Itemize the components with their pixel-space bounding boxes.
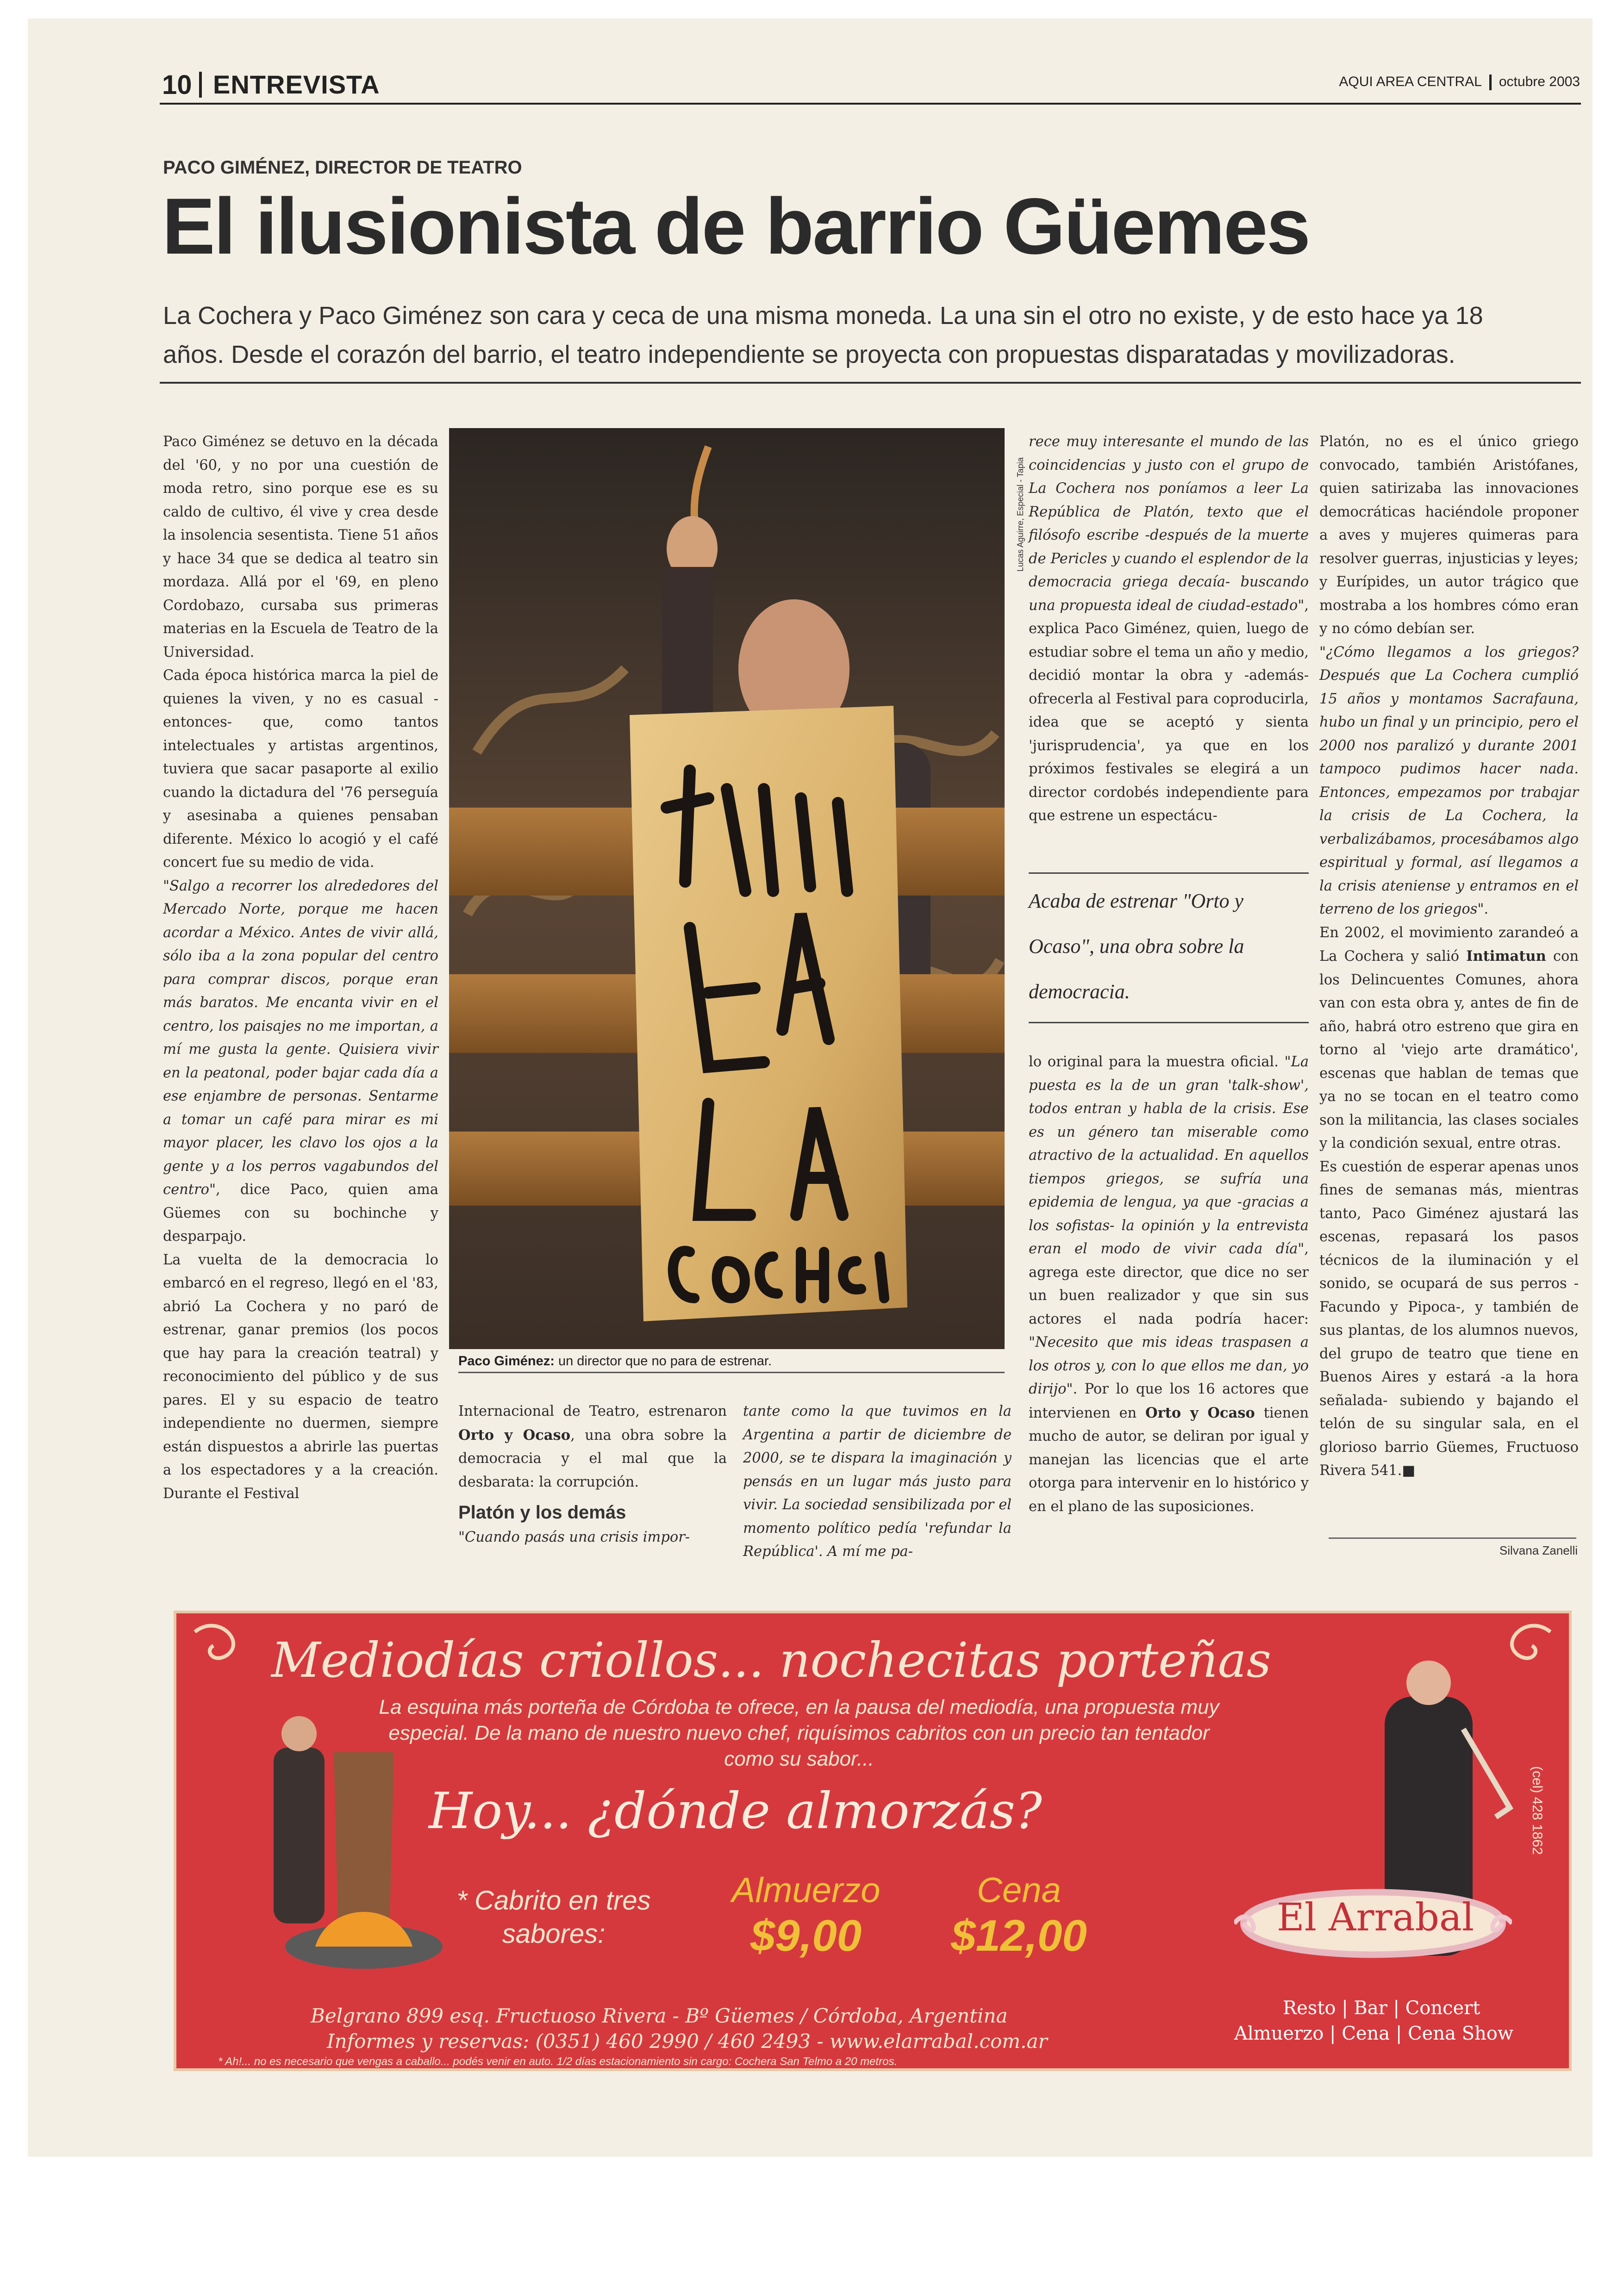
quote: "Salgo a recorrer los alrededores del Mercado Norte, porque me hacen acordar a México. Antes de vivir allá, sólo iba a la zona popular del centro para comprar discos, porque eran más baratos. Me encanta vivir en el centro, los paisajes no me importan, a mí me gusta la gente. Quisiera vivir en la peatonal, poder bajar cada día a ese enjambre de personas. Sentarme a tomar un café para mirar es mi mayor placer, les clavo los ojos a la gente y a los perros vagabundos del centro" <box>163 877 438 1198</box>
dinner-price: $12,00 <box>951 1911 1087 1960</box>
brand-name: El Arrabal <box>1276 1896 1474 1940</box>
caption-name: Paco Giménez: <box>458 1354 555 1369</box>
lunch-offer <box>686 1870 926 1961</box>
paragraph <box>163 875 438 1249</box>
quote: tante como la que tuvimos en la Argentina a partir de diciembre de 2000, se te dispara la imaginación y pensás en un lugar más justo para vivir. La sociedad sensibilizada por el momento político pedía 'refundar la República'. A mí me pa- <box>743 1403 1012 1560</box>
article-column-1 <box>163 430 438 1506</box>
company-name: Intimatun <box>1466 948 1546 964</box>
paragraph: Cada época histórica marca la piel de quienes la viven, y no es casual -entonces- que, como tantos intelectuales y artistas argentinos, tuviera que sacar pasaporte al exilio cuando la dictadura del '76 perseguía y asesinaba a quienes pensaban diferente. México lo acogió y el café concert fue su medio de vida. <box>163 667 438 871</box>
text: tienen mucho de autor, se deliran por igual y manejan las licencias que el arte otorga para intervenir en lo histórico y en el plano de las suposiciones. <box>1029 1405 1309 1515</box>
text: , dice Paco, quien ama Güemes con su bochinche y desparpajo. <box>163 1182 438 1244</box>
photo-illustration <box>449 428 1005 1349</box>
headline: El ilusionista de barrio Güemes <box>162 182 1310 271</box>
article-column-3 <box>1029 430 1309 828</box>
text: , explica Paco Giménez, quien, luego de estudiar sobre el tema un año y medio, decidió montar la obra y -además- ofrecerla al Festival para coproducirla, idea que se aceptó y sienta 'jurisprudencia', ya que en los próximos festivales se elegirá a un director cordobés independiente para que estrene un espectácu- <box>1029 597 1309 824</box>
paragraph <box>1319 921 1579 1156</box>
publication-name: AQUI AREA CENTRAL <box>1339 74 1482 89</box>
text: , una obra sobre la democracia y el mal que la desbarata: la corrupción. <box>458 1427 727 1490</box>
text: Es cuestión de esperar apenas unos fines de semanas más, mientras tanto, Paco Giménez ajustará las escenas, repasará los pasos técnicos de la iluminación y el sonido, se ocupará de sus perros -Facundo y Pipoca-, y también de sus plantas, de los alumnos nuevos, del grupo de teatro que tiene en Buenos Aires y estará -a la hora señalada- subiendo y bajando el telón de su singular sala, en el glorioso barrio Güemes, Fructuoso Rivera 541. <box>1319 1158 1579 1479</box>
text: lo original para la muestra oficial. <box>1029 1054 1279 1070</box>
section-title: ENTREVISTA <box>213 70 380 99</box>
lunch-label: Almuerzo <box>731 1871 881 1910</box>
paragraph: Platón, no es el único griego convocado, también Aristófanes, quien satirizaba las innovaciones democráticas haciéndole proponer a aves y mujeres quimeras para resolver guerras, injusticias y leyes; y Eurípides, un autor trágico que mostraba a los hombres cómo eran y no cómo debían ser. <box>1319 434 1579 637</box>
ad-contact: Informes y reservas: (0351) 460 2990 / 460 2493 - www.elarrabal.com.ar <box>327 2030 1048 2053</box>
header-rule <box>160 103 1581 105</box>
quote: "Cuando pasás una crisis impor- <box>458 1529 690 1545</box>
paragraph: Paco Giménez se detuvo en la década del '60, y no por una cuestión de moda retro, sino porque ese es su caldo de cultivo, él vive y crea desde la insolencia sesentista. Tiene 51 años y hace 34 que se dedica al teatro sin mordaza. Allá por el '69, en pleno Cordobazo, cursaba sus primeras materias en la Escuela de Teatro de la Universidad. <box>163 434 438 660</box>
photo-credit <box>1013 430 1027 574</box>
ad-body: La esquina más porteña de Córdoba te ofrece, en la pausa del mediodía, una propuesta muy especial. De la mano de nuestro nuevo chef, riquísimos cabritos con un precio tan tentador como su sabor... <box>379 1696 1219 1770</box>
ad-phone-text: (cel) 428 1862 <box>1530 1766 1545 1855</box>
ad-services: Resto | Bar | Concert <box>1283 1997 1480 2019</box>
photo-caption <box>458 1354 1005 1373</box>
text: . Por lo que los 16 actores que intervienen en <box>1029 1381 1309 1421</box>
dinner-label: Cena <box>977 1871 1061 1910</box>
ad-address: Belgrano 899 esq. Fructuoso Rivera - Bº Güemes / Córdoba, Argentina <box>311 2004 1008 2027</box>
paragraph: La vuelta de la democracia lo embarcó en el regreso, llegó en el '83, abrió La Cochera y no paró de estrenar, ganar premios (los pocos que hay para la creación teatral) y reconocimiento del público y de sus pares. El y su espacio de teatro independiente no duermen, siempre están dispuestos a abrirle las puertas a los espectadores y a la creación. Durante el Festival <box>163 1251 438 1502</box>
author-signature: Silvana Zanelli <box>1499 1543 1578 1557</box>
article-column-3b <box>1029 1051 1309 1518</box>
photo-credit-text: Lucas Aguirre, Especial - Tapia <box>1016 457 1025 572</box>
pull-quote <box>1029 872 1309 1023</box>
play-title: Orto y Ocaso <box>458 1426 571 1444</box>
play-title: Orto y Ocaso <box>1145 1404 1255 1421</box>
ad-phone <box>1528 1752 1551 1947</box>
dinner-offer <box>936 1870 1102 1961</box>
paragraph <box>458 1400 727 1494</box>
quote: rece muy interesante el mundo de las coincidencias y justo con el grupo de La Cochera nos poníamos a leer La República de Platón, texto que el filósofo escribe -después de la muerte de Pericles y cuando el esplendor de la democracia griega decaía- buscando una propuesta ideal de ciudad-estado" <box>1029 434 1309 614</box>
article-column-2b <box>743 1400 1012 1564</box>
page-number: 10 <box>162 70 192 100</box>
subheading: Platón y los demás <box>458 1502 626 1523</box>
pull-quote-text: Acaba de estrenar "Orto y Ocaso", una obra sobre la democracia. <box>1029 890 1244 1003</box>
text: En 2002, el movimiento zarandeó a La Cochera y salió <box>1319 924 1579 964</box>
ad-title: Mediodías criollos... nochecitas porteñas <box>271 1632 1272 1688</box>
quote: "La puesta es la de un gran 'talk-show', todos entran y habla de la crisis. Ese es un género tan miserable como atractivo de la actualidad. En aquellos tiempos griegos, se sufría una epidemia de lengua, ya que -gracias a los sofistas- la opinión y la entrevista eran el modo de vivir cada día" <box>1029 1054 1309 1257</box>
caption-text: un director que no para de estrenar. <box>554 1354 772 1369</box>
article-column-2 <box>458 1400 727 1549</box>
lead-rule <box>160 382 1581 384</box>
text: con los Delincuentes Comunes, ahora van con esta obra y, antes de fin de año, habrá otro estreno que gira en torno al 'viejo arte dramático', escenas que hablan de temas que ya no se tocan en el teatro como son la militancia, las clases sociales y la condición sexual, entre otras. <box>1319 948 1579 1151</box>
ad-meals: Almuerzo | Cena | Cena Show <box>1234 2023 1514 2044</box>
text: Internacional de Teatro, estrenaron <box>458 1403 727 1419</box>
lunch-price: $9,00 <box>750 1911 862 1960</box>
ad-offer: * Cabrito en tres sabores: <box>456 1885 651 1949</box>
text: , agrega este director, que dice no ser un buen realizador y que sin sus actores el nada podría hacer: <box>1029 1241 1309 1327</box>
photo-paco-gimenez <box>449 428 1005 1349</box>
quote: "Necesito que mis ideas traspasen a los otros y, con lo que ellos me dan, yo dirijo" <box>1029 1334 1309 1397</box>
issue-date: octubre 2003 <box>1499 74 1580 89</box>
paragraph <box>1029 430 1309 828</box>
end-mark-icon: ■ <box>1402 1462 1416 1479</box>
kicker: PACO GIMÉNEZ, DIRECTOR DE TEATRO <box>163 157 522 178</box>
ad-footnote: * Ah!... no es necesario que vengas a caballo... podés venir en auto. 1/2 días estacionamiento sin cargo: Cochera San Telmo a 20 metros. <box>218 2055 898 2068</box>
paragraph <box>1029 1051 1309 1518</box>
lead-paragraph: La Cochera y Paco Giménez son cara y ceca de una misma moneda. La una sin el otro no existe, y de esto hace ya 18 años. Desde el corazón del barrio, el teatro independiente se proyecta con propuestas disparatadas y movilizadoras. <box>163 302 1483 368</box>
article-column-4 <box>1319 430 1579 1483</box>
ad-headline: Hoy... ¿dónde almorzás? <box>429 1782 1042 1840</box>
signature-rule <box>1329 1537 1576 1539</box>
advertisement-el-arrabal <box>174 1611 1572 2071</box>
header-divider <box>199 72 202 98</box>
quote: "¿Cómo llegamos a los griegos? Después que La Cochera cumplió 15 años y montamos Sacrafauna, hubo un final y un principio, pero el 2000 nos paralizó y durante 2001 tampoco pudimos hacer nada. Entonces, empezamos por trabajar la crisis de La Cochera, la verbalizábamos, procesábamos algo espiritual y formal, así llegamos a la crisis ateniense y entramos en el terreno de los griegos". <box>1319 644 1579 917</box>
paragraph <box>1319 1156 1579 1483</box>
header-info <box>1339 74 1580 90</box>
